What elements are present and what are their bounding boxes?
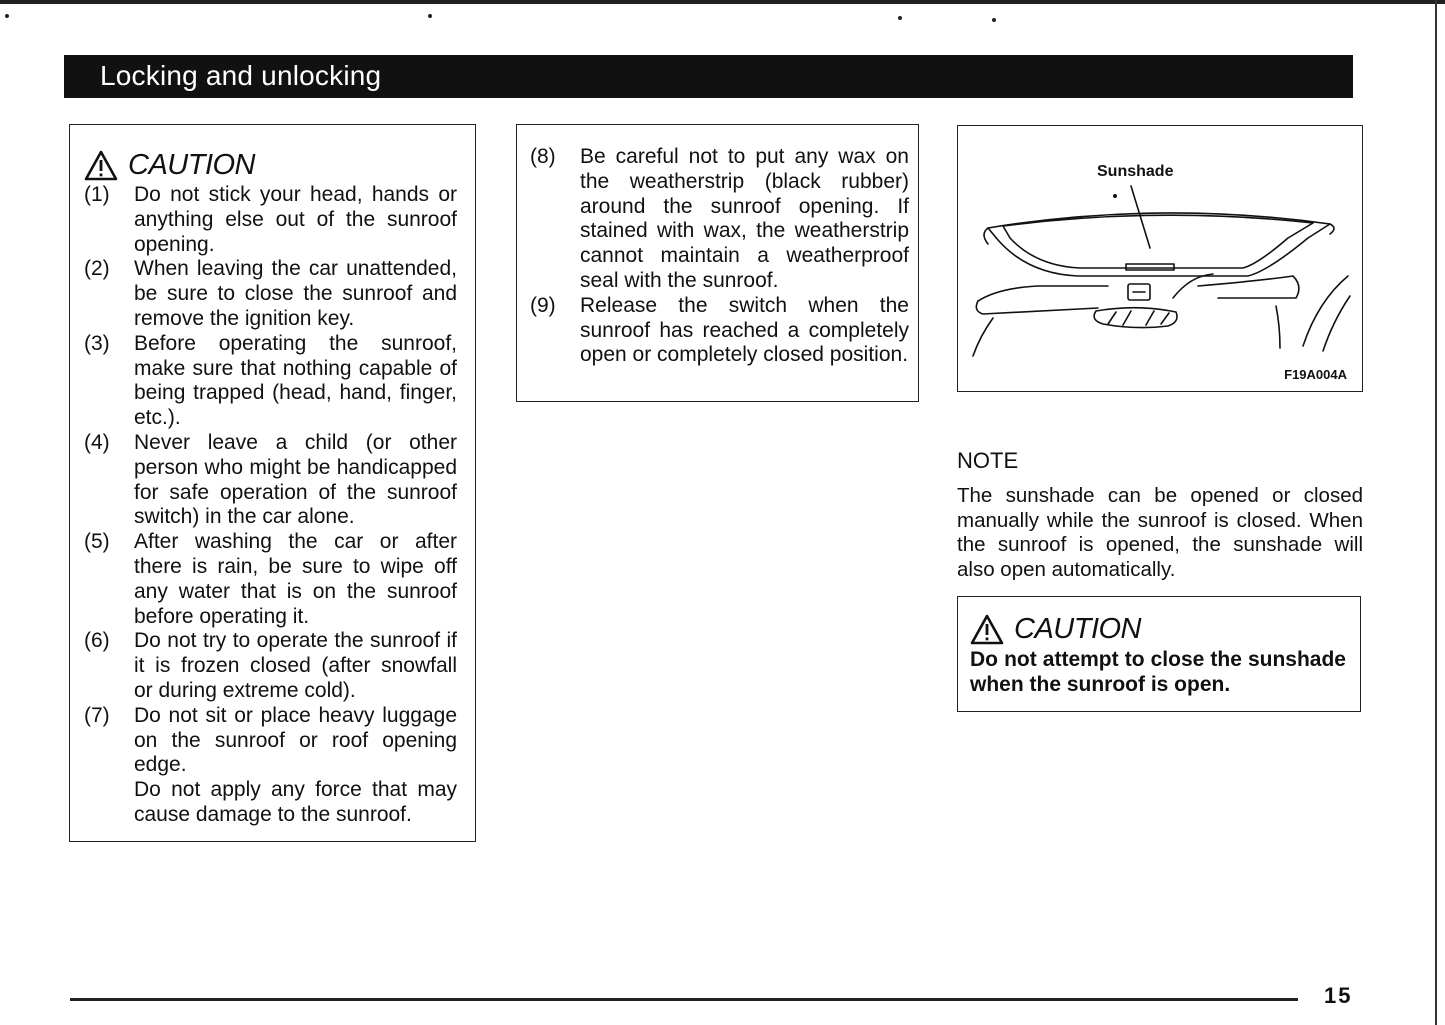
caution-text: Do not attempt to close the sunshade when the sunroof is open. <box>970 648 1346 696</box>
item-number: (3) <box>84 331 110 355</box>
caution-box-continued <box>516 124 919 402</box>
section-header <box>64 55 1353 98</box>
caution-item <box>84 629 457 703</box>
figure-code: F19A004A <box>1284 367 1347 382</box>
item-text: Never leave a child (or other person who might be handicapped for safe operation of the sunroof switch) in the car alone. <box>134 430 457 529</box>
right-border <box>1435 0 1437 1025</box>
caution-item <box>530 145 909 294</box>
item-text: Do not try to operate the sunroof if it is frozen closed (after snowfall or during extreme cold). <box>134 629 457 702</box>
item-text: Before operating the sunroof, make sure that nothing capable of being trapped (head, hand, finger, etc.). <box>134 331 457 430</box>
figure-label: Sunshade <box>1097 163 1174 180</box>
item-text: When leaving the car unattended, be sure to close the sunroof and remove the ignition key. <box>134 257 457 330</box>
caution-heading <box>84 149 457 182</box>
caution-box-main <box>69 124 476 842</box>
scan-speck <box>898 16 902 20</box>
item-text: After washing the car or after there is rain, be sure to wipe off any water that is on the sunroof before operating it. <box>134 530 457 628</box>
top-border <box>0 0 1445 4</box>
caution-item <box>530 294 909 368</box>
warning-triangle-icon <box>84 150 118 181</box>
caution-item <box>84 332 457 431</box>
item-number: (2) <box>84 257 110 281</box>
item-number: (9) <box>530 293 556 317</box>
scan-speck <box>992 18 996 22</box>
scan-speck <box>428 14 432 18</box>
caution-item <box>84 704 457 828</box>
note-heading: NOTE <box>957 448 1019 473</box>
item-text: Do not stick your head, hands or anything else out of the sunroof opening. <box>134 183 457 256</box>
caution-box-sunshade <box>957 596 1361 712</box>
item-extra-text: Do not apply any force that may cause damage to the sunroof. <box>134 778 457 826</box>
caution-item <box>84 530 457 629</box>
caution-list-continued <box>530 145 909 368</box>
item-number: (6) <box>84 629 110 653</box>
item-number: (5) <box>84 530 110 554</box>
caution-list <box>84 183 457 828</box>
section-title: Locking and unlocking <box>100 60 382 91</box>
caution-title: CAUTION <box>128 149 255 181</box>
item-number: (8) <box>530 145 556 168</box>
item-text: Do not sit or place heavy luggage on the sunroof or roof opening edge. <box>134 703 457 777</box>
caution-heading <box>970 613 1346 646</box>
caution-item <box>84 183 457 257</box>
item-number: (1) <box>84 183 110 206</box>
warning-triangle-icon <box>970 614 1004 645</box>
caution-title: CAUTION <box>1014 613 1141 645</box>
caution-item <box>84 431 457 530</box>
note-text: The sunshade can be opened or closed manually while the sunroof is closed. When the sunroof is opened, the sunshade will also open automatically. <box>957 484 1363 581</box>
item-text: Release the switch when the sunroof has reached a completely open or completely closed position. <box>580 293 909 367</box>
sunshade-figure <box>957 125 1363 392</box>
caution-item <box>84 257 457 331</box>
item-number: (4) <box>84 430 110 454</box>
footer-rule <box>70 998 1298 1001</box>
item-text: Be careful not to put any wax on the weatherstrip (black rubber) around the sunroof opening. If stained with wax, the weatherstrip cannot maintain a weatherproof seal with the sunroof. <box>580 145 909 292</box>
sunroof-illustration <box>958 126 1361 390</box>
page-number: 15 <box>1324 983 1353 1008</box>
scan-speck <box>5 14 9 18</box>
item-number: (7) <box>84 703 110 727</box>
